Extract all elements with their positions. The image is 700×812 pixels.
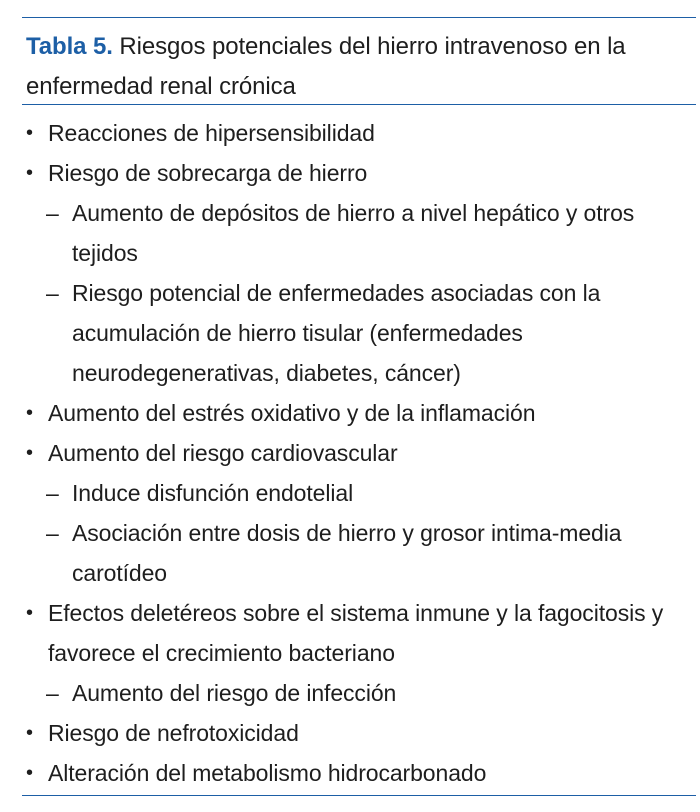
list-item-text: Riesgo de nefrotoxicidad — [48, 720, 299, 746]
list-item — [22, 753, 696, 793]
dash-marker: – — [46, 680, 59, 706]
list-item-text: Aumento del riesgo cardiovascular — [48, 440, 398, 466]
list-item-text: Aumento del estrés oxidativo y de la inflamación — [48, 400, 536, 426]
bullet-marker: • — [26, 442, 33, 464]
bottom-rule — [22, 795, 696, 796]
sub-list-item — [22, 473, 696, 513]
list-item-text: Efectos deletéreos sobre el sistema inmune y la fagocitosis y favorece el crecimiento bacteriano — [48, 600, 664, 666]
bullet-marker: • — [26, 602, 33, 624]
list-item-text: Reacciones de hipersensibilidad — [48, 120, 375, 146]
list-item — [22, 593, 696, 673]
bullet-marker: • — [26, 162, 33, 184]
bullet-marker: • — [26, 722, 33, 744]
sub-list-item-text: Aumento de depósitos de hierro a nivel hepático y otros tejidos — [72, 200, 635, 266]
list-item — [22, 393, 696, 433]
table-title: Riesgos potenciales del hierro intravenoso en la enfermedad renal crónica — [26, 33, 626, 100]
list-item — [22, 713, 696, 753]
sub-list-item — [22, 513, 696, 593]
table-box — [22, 17, 696, 796]
dash-marker: – — [46, 480, 59, 506]
list-item — [22, 153, 696, 193]
dash-marker: – — [46, 520, 59, 546]
sub-list-item-text: Induce disfunción endotelial — [72, 480, 354, 506]
table-caption — [22, 18, 696, 104]
sub-list-item — [22, 273, 696, 393]
sub-list-item-text: Asociación entre dosis de hierro y grosor intima-media carotídeo — [72, 520, 622, 586]
list-item-text: Alteración del metabolismo hidrocarbonado — [48, 760, 487, 786]
risk-list — [22, 105, 696, 795]
list-item — [22, 113, 696, 153]
dash-marker: – — [46, 200, 59, 226]
dash-marker: – — [46, 280, 59, 306]
sub-list-item-text: Riesgo potencial de enfermedades asociadas con la acumulación de hierro tisular (enfermedades neurodegenerativas, diabetes, cáncer) — [72, 280, 601, 386]
list-item-text: Riesgo de sobrecarga de hierro — [48, 160, 368, 186]
bullet-marker: • — [26, 402, 33, 424]
list-item — [22, 433, 696, 473]
table-label: Tabla 5. — [26, 33, 113, 60]
sub-list-item-text: Aumento del riesgo de infección — [72, 680, 397, 706]
bullet-marker: • — [26, 762, 33, 784]
sub-list-item — [22, 193, 696, 273]
sub-list-item — [22, 673, 696, 713]
bullet-marker: • — [26, 122, 33, 144]
